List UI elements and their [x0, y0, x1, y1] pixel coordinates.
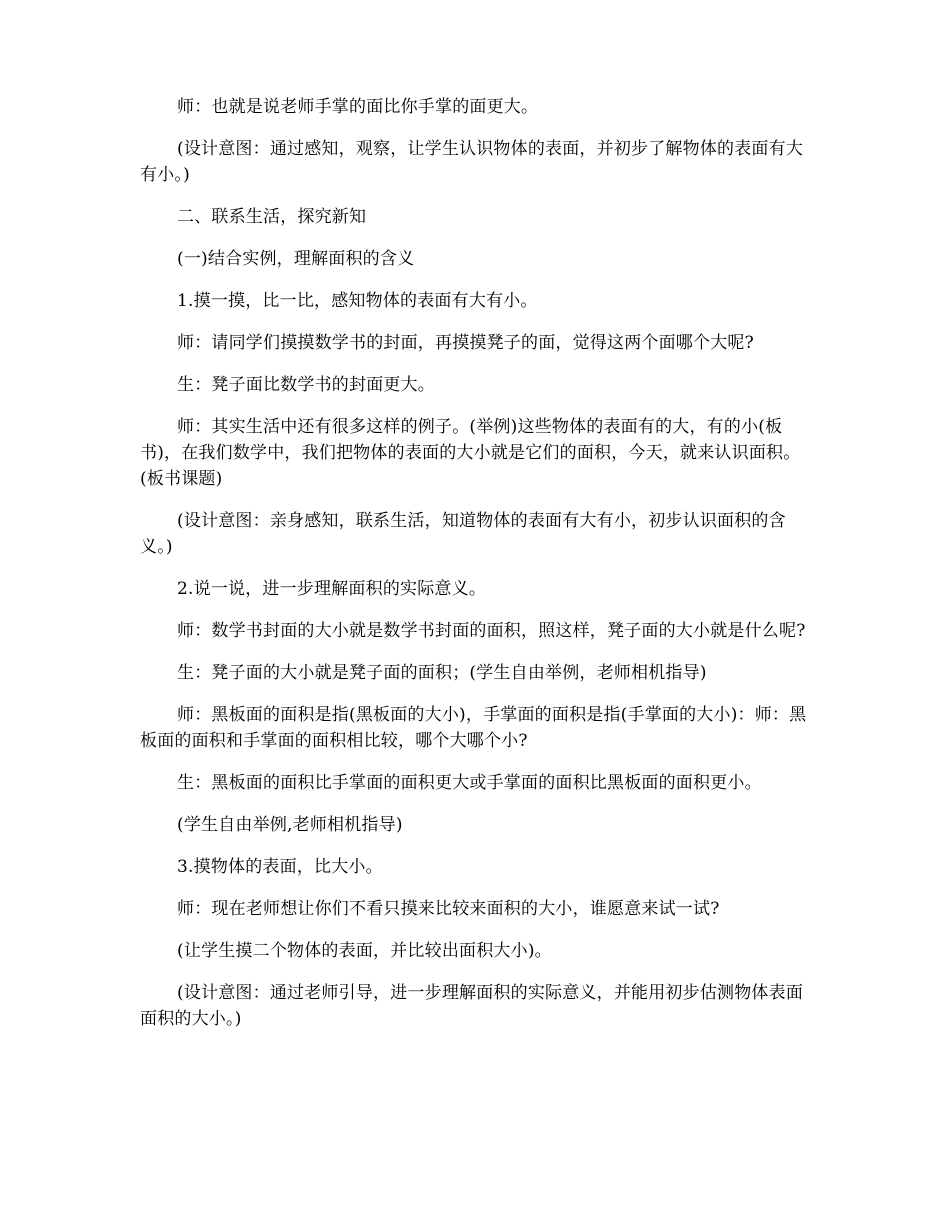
paragraph-teacher-question-2: 师：数学书封面的大小就是数学书封面的面积，照这样，凳子面的大小就是什么呢?: [177, 621, 806, 641]
paragraph-student-examples: (学生自由举例,老师相机指导): [177, 815, 403, 835]
section-heading-2: 二、联系生活，探究新知: [177, 207, 367, 227]
step-3-heading: 3.摸物体的表面，比大小。: [177, 857, 383, 877]
paragraph-student-activity: (让学生摸二个物体的表面，并比较出面积大小)。: [177, 941, 552, 961]
paragraph-teacher-explanation: 师：其实生活中还有很多这样的例子。(举例)这些物体的表面有的大，有的小(板书)，在我们数学中，我们把物体的表面的大小就是它们的面积，今天，就来认识面积。(板书课题): [140, 417, 801, 489]
paragraph-design-intent-1: (设计意图：通过感知，观察，让学生认识物体的表面，并初步了解物体的表面有大有小。): [140, 139, 804, 185]
paragraph-student-answer-3: 生：黑板面的面积比手掌面的面积更大或手掌面的面积比黑板面的面积更小。: [177, 773, 762, 793]
paragraph-student-answer-2: 生：凳子面的大小就是凳子面的面积；(学生自由举例，老师相机指导): [177, 663, 707, 683]
paragraph-design-intent-2: (设计意图：亲身感知，联系生活，知道物体的表面有大有小，初步认识面积的含义。): [140, 511, 786, 557]
paragraph-design-intent-3: (设计意图：通过老师引导，进一步理解面积的实际意义，并能用初步估测物体表面面积的大小。): [140, 983, 804, 1029]
paragraph-teacher-question-3: 师：现在老师想让你们不看只摸来比较来面积的大小，谁愿意来试一试?: [177, 899, 720, 919]
document-body: [140, 94, 812, 1048]
paragraph-teacher-question-1: 师：请同学们摸摸数学书的封面，再摸摸凳子的面，觉得这两个面哪个大呢?: [177, 333, 754, 353]
paragraph-teacher-palm: 师：也就是说老师手掌的面比你手掌的面更大。: [177, 97, 539, 117]
step-1-heading: 1.摸一摸，比一比，感知物体的表面有大有小。: [177, 291, 538, 311]
paragraph-student-answer-1: 生：凳子面比数学书的封面更大。: [177, 375, 435, 395]
subsection-heading-1: (一)结合实例，理解面积的含义: [177, 249, 415, 269]
step-2-heading: 2.说一说，进一步理解面积的实际意义。: [177, 579, 487, 599]
paragraph-teacher-blackboard: 师：黑板面的面积是指(黑板面的大小)，手掌面的面积是指(手掌面的大小)：师：黑板面的面积和手掌面的面积相比较，哪个大哪个小?: [140, 705, 807, 751]
